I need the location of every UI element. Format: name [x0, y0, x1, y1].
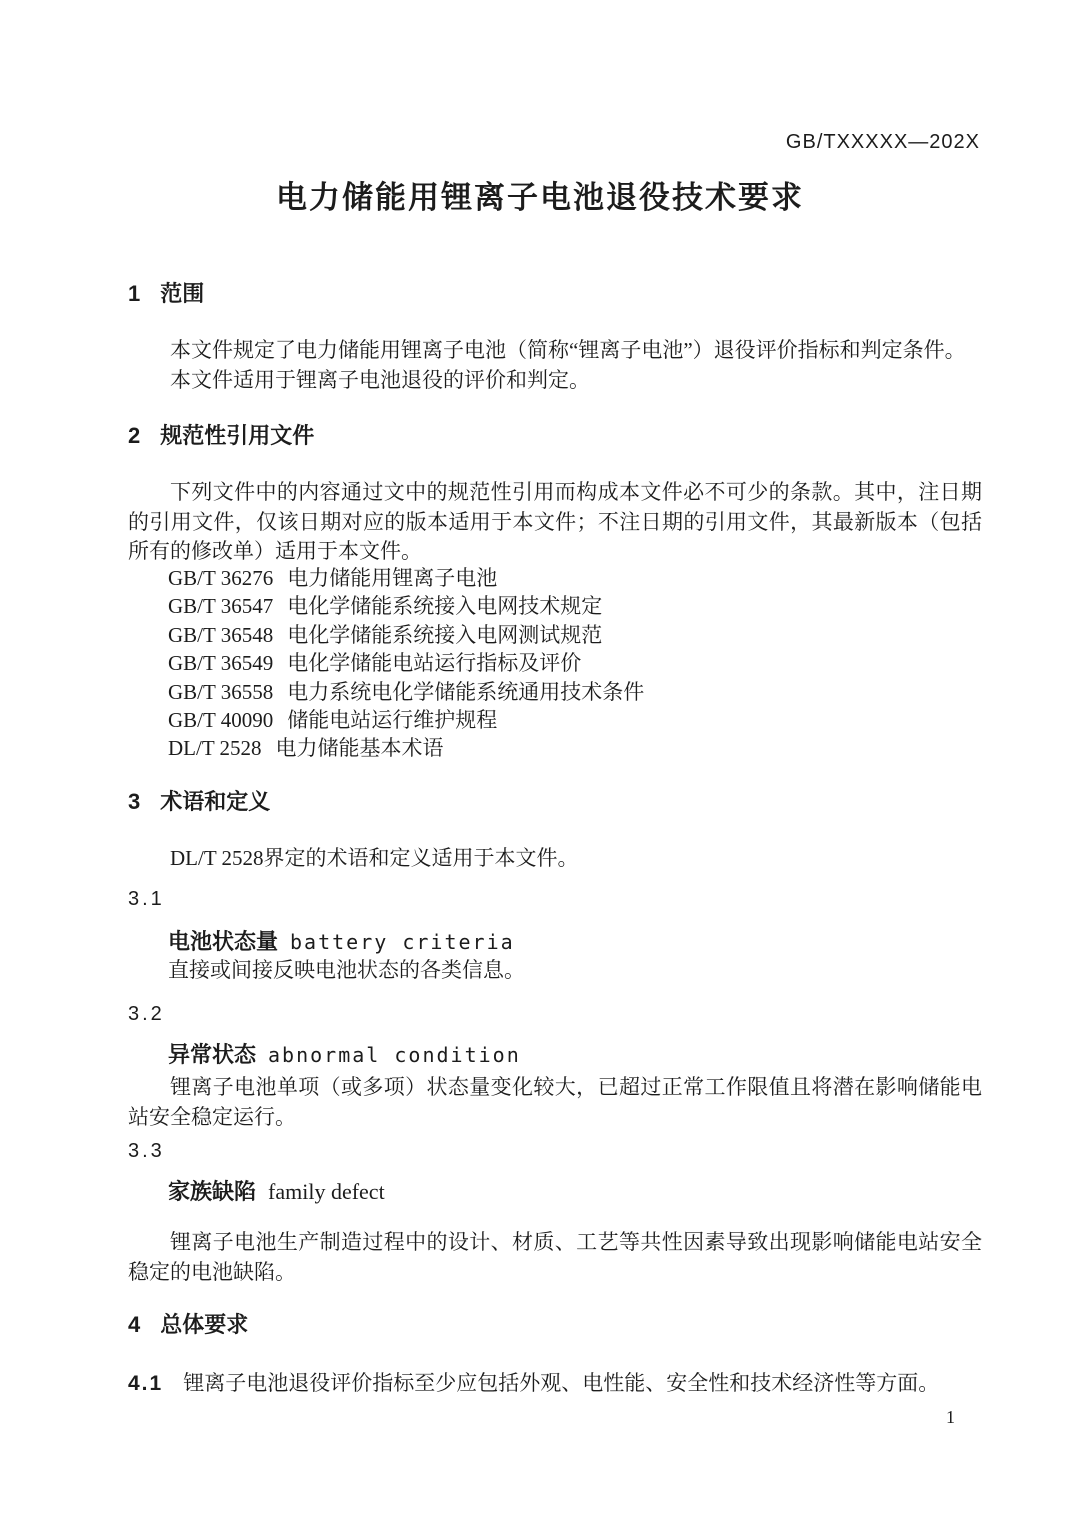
term-name-line — [168, 929, 515, 955]
clause-number: 4.1 — [128, 1372, 164, 1395]
reference-code: GB/T 36558 — [168, 679, 274, 704]
reference-item — [128, 734, 982, 762]
reference-item — [128, 706, 982, 734]
section-1-heading — [128, 281, 204, 307]
section-number: 2 — [128, 423, 141, 448]
reference-title: 电化学储能系统接入电网测试规范 — [287, 622, 603, 647]
reference-code: DL/T 2528 — [168, 736, 262, 761]
reference-list — [128, 564, 982, 763]
reference-title: 电力储能基本术语 — [275, 736, 444, 761]
reference-title: 储能电站运行维护规程 — [287, 708, 498, 733]
reference-item — [128, 564, 982, 592]
clause-4-1 — [128, 1369, 982, 1399]
terms-intro: DL/T 2528界定的术语和定义适用于本文件。 — [170, 846, 579, 870]
reference-code: GB/T 36548 — [168, 622, 274, 647]
section-3-heading — [128, 789, 270, 815]
normative-refs-intro: 下列文件中的内容通过文中的规范性引用而构成本文件必不可少的条款。其中，注日期的引用文件，仅该日期对应的版本适用于本文件；不注日期的引用文件，其最新版本（包括所有的修改单）适用于本文件。 — [128, 480, 982, 563]
term-definition: 锂离子电池单项（或多项）状态量变化较大，已超过正常工作限值且将潜在影响储能电站安全稳定运行。 — [128, 1075, 982, 1129]
section-number: 1 — [128, 281, 141, 306]
scope-paragraph-2: 本文件适用于锂离子电池退役的评价和判定。 — [170, 368, 590, 392]
term-name-en: abnormal condition — [268, 1043, 521, 1067]
reference-item — [128, 678, 982, 706]
reference-title: 电化学储能电站运行指标及评价 — [287, 651, 582, 676]
standard-code: GB/TXXXXX—202X — [785, 131, 980, 153]
section-2-heading — [128, 423, 314, 449]
clause-text: 锂离子电池退役评价指标至少应包括外观、电性能、安全性和技术经济性等方面。 — [183, 1371, 940, 1395]
reference-code: GB/T 36547 — [168, 594, 274, 619]
term-id: 3.1 — [128, 888, 165, 910]
term-name-zh: 电池状态量 — [168, 929, 279, 954]
reference-item — [128, 592, 982, 620]
reference-code: GB/T 40090 — [168, 708, 274, 733]
term-name-zh: 家族缺陷 — [168, 1179, 257, 1204]
term-name-line — [168, 1179, 385, 1205]
reference-code: GB/T 36549 — [168, 651, 274, 676]
section-title: 总体要求 — [160, 1312, 249, 1337]
section-title: 术语和定义 — [160, 789, 271, 814]
page-number: 1 — [946, 1407, 955, 1427]
reference-title: 电化学储能系统接入电网技术规定 — [287, 594, 603, 619]
term-definition: 锂离子电池生产制造过程中的设计、材质、工艺等共性因素导致出现影响储能电站安全稳定的电池缺陷。 — [128, 1230, 982, 1284]
scope-paragraph-1: 本文件规定了电力储能用锂离子电池（简称“锂离子电池”）退役评价指标和判定条件。 — [170, 338, 966, 362]
section-4-heading — [128, 1312, 248, 1338]
reference-code: GB/T 36276 — [168, 566, 274, 590]
reference-title: 电力储能用锂离子电池 — [287, 566, 498, 590]
document-title: 电力储能用锂离子电池退役技术要求 — [276, 180, 804, 215]
term-name-en: battery criteria — [290, 930, 515, 954]
term-name-en: family defect — [268, 1179, 385, 1204]
section-number: 3 — [128, 789, 141, 814]
section-title: 范围 — [160, 281, 205, 306]
section-title: 规范性引用文件 — [160, 423, 315, 448]
term-definition: 直接或间接反映电池状态的各类信息。 — [168, 958, 525, 982]
reference-title: 电力系统电化学储能系统通用技术条件 — [287, 679, 645, 704]
section-number: 4 — [128, 1312, 141, 1337]
reference-item — [128, 621, 982, 649]
term-name-zh: 异常状态 — [168, 1042, 257, 1067]
term-id: 3.3 — [128, 1140, 165, 1162]
term-id: 3.2 — [128, 1003, 165, 1025]
reference-item — [128, 649, 982, 677]
term-name-line — [168, 1042, 521, 1068]
